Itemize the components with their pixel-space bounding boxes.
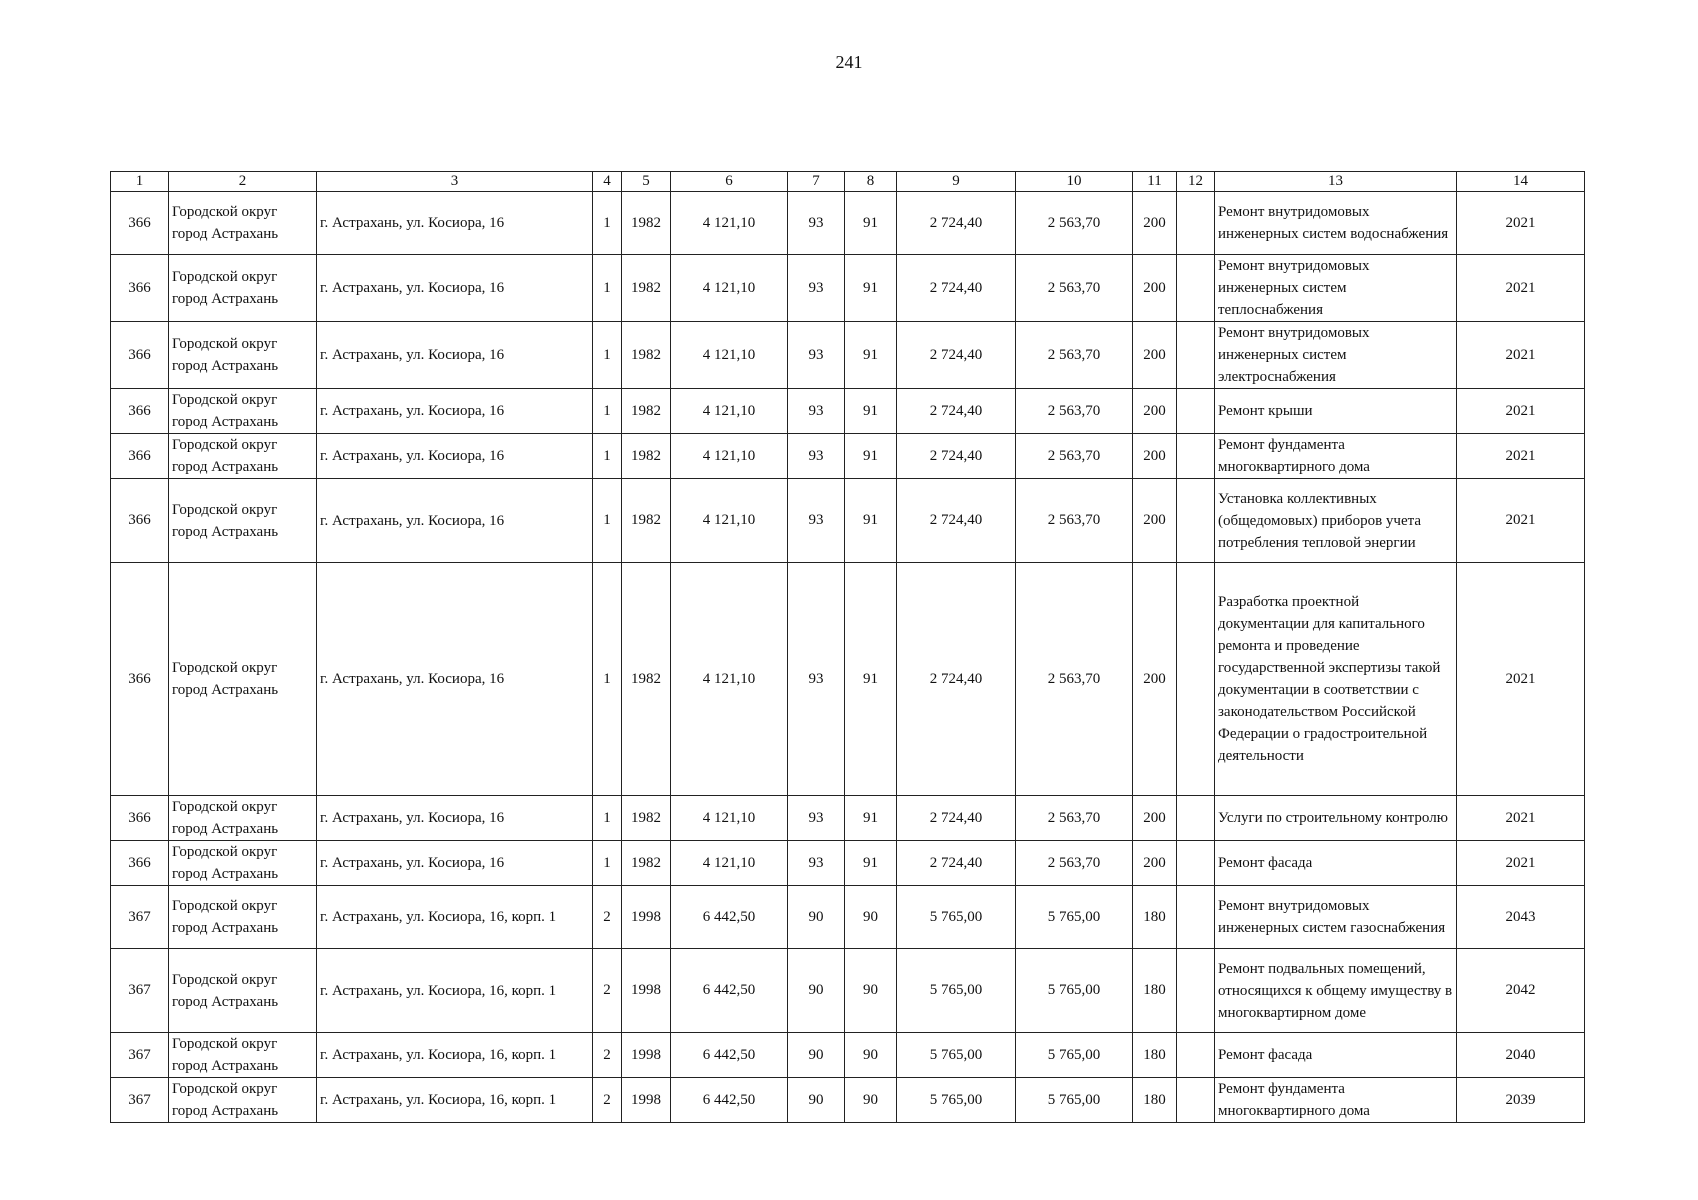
column-7-cell: 93 bbox=[788, 255, 845, 322]
column-4-cell: 1 bbox=[593, 796, 622, 841]
planned-year-cell: 2040 bbox=[1457, 1033, 1585, 1078]
build-year-cell: 1982 bbox=[622, 796, 671, 841]
build-year-cell: 1982 bbox=[622, 255, 671, 322]
column-7-cell: 93 bbox=[788, 322, 845, 389]
column-6-cell: 4 121,10 bbox=[671, 563, 788, 796]
address-cell: г. Астрахань, ул. Косиора, 16 bbox=[317, 389, 593, 434]
column-10-cell: 2 563,70 bbox=[1016, 322, 1133, 389]
row-number: 366 bbox=[111, 322, 169, 389]
column-4-cell: 1 bbox=[593, 322, 622, 389]
column-8-cell: 91 bbox=[845, 563, 897, 796]
municipality-cell: Городской округ город Астрахань bbox=[169, 192, 317, 255]
planned-year-cell: 2021 bbox=[1457, 389, 1585, 434]
work-type-cell: Ремонт фасада bbox=[1215, 1033, 1457, 1078]
row-number: 366 bbox=[111, 479, 169, 563]
column-9-cell: 2 724,40 bbox=[897, 322, 1016, 389]
column-11-cell: 200 bbox=[1133, 563, 1177, 796]
municipality-cell: Городской округ город Астрахань bbox=[169, 479, 317, 563]
column-11-cell: 200 bbox=[1133, 389, 1177, 434]
municipality-cell: Городской округ город Астрахань bbox=[169, 841, 317, 886]
column-12-cell bbox=[1177, 192, 1215, 255]
register-body bbox=[111, 192, 1585, 1123]
column-4-cell: 2 bbox=[593, 1078, 622, 1123]
municipality-cell: Городской округ город Астрахань bbox=[169, 322, 317, 389]
address-cell: г. Астрахань, ул. Косиора, 16, корп. 1 bbox=[317, 949, 593, 1033]
work-type-cell: Услуги по строительному контролю bbox=[1215, 796, 1457, 841]
build-year-cell: 1982 bbox=[622, 192, 671, 255]
column-6-cell: 4 121,10 bbox=[671, 434, 788, 479]
column-4-cell: 1 bbox=[593, 434, 622, 479]
column-8-cell: 91 bbox=[845, 479, 897, 563]
municipality-cell: Городской округ город Астрахань bbox=[169, 434, 317, 479]
column-11-cell: 200 bbox=[1133, 479, 1177, 563]
column-11-cell: 200 bbox=[1133, 255, 1177, 322]
table-row bbox=[111, 192, 1585, 255]
table-row bbox=[111, 1078, 1585, 1123]
column-4-cell: 1 bbox=[593, 841, 622, 886]
column-12-cell bbox=[1177, 322, 1215, 389]
column-4-cell: 1 bbox=[593, 192, 622, 255]
column-header: 2 bbox=[169, 172, 317, 192]
column-header: 4 bbox=[593, 172, 622, 192]
planned-year-cell: 2021 bbox=[1457, 434, 1585, 479]
column-10-cell: 5 765,00 bbox=[1016, 886, 1133, 949]
column-4-cell: 2 bbox=[593, 949, 622, 1033]
column-12-cell bbox=[1177, 796, 1215, 841]
column-4-cell: 1 bbox=[593, 389, 622, 434]
planned-year-cell: 2021 bbox=[1457, 255, 1585, 322]
table-row bbox=[111, 322, 1585, 389]
column-6-cell: 6 442,50 bbox=[671, 949, 788, 1033]
table-row bbox=[111, 434, 1585, 479]
column-10-cell: 2 563,70 bbox=[1016, 389, 1133, 434]
column-9-cell: 5 765,00 bbox=[897, 886, 1016, 949]
column-10-cell: 2 563,70 bbox=[1016, 255, 1133, 322]
table-row bbox=[111, 563, 1585, 796]
column-11-cell: 180 bbox=[1133, 886, 1177, 949]
column-6-cell: 6 442,50 bbox=[671, 1078, 788, 1123]
column-8-cell: 90 bbox=[845, 949, 897, 1033]
column-header: 14 bbox=[1457, 172, 1585, 192]
build-year-cell: 1982 bbox=[622, 434, 671, 479]
planned-year-cell: 2021 bbox=[1457, 192, 1585, 255]
address-cell: г. Астрахань, ул. Косиора, 16 bbox=[317, 322, 593, 389]
build-year-cell: 1998 bbox=[622, 1078, 671, 1123]
column-11-cell: 200 bbox=[1133, 192, 1177, 255]
municipality-cell: Городской округ город Астрахань bbox=[169, 796, 317, 841]
column-4-cell: 1 bbox=[593, 255, 622, 322]
column-7-cell: 90 bbox=[788, 949, 845, 1033]
column-11-cell: 180 bbox=[1133, 1033, 1177, 1078]
column-header: 7 bbox=[788, 172, 845, 192]
column-11-cell: 180 bbox=[1133, 1078, 1177, 1123]
build-year-cell: 1982 bbox=[622, 322, 671, 389]
column-header: 5 bbox=[622, 172, 671, 192]
row-number: 366 bbox=[111, 434, 169, 479]
row-number: 366 bbox=[111, 389, 169, 434]
planned-year-cell: 2021 bbox=[1457, 841, 1585, 886]
row-number: 366 bbox=[111, 192, 169, 255]
column-7-cell: 90 bbox=[788, 886, 845, 949]
municipality-cell: Городской округ город Астрахань bbox=[169, 563, 317, 796]
column-header: 1 bbox=[111, 172, 169, 192]
column-4-cell: 2 bbox=[593, 1033, 622, 1078]
row-number: 367 bbox=[111, 949, 169, 1033]
build-year-cell: 1998 bbox=[622, 886, 671, 949]
column-4-cell: 2 bbox=[593, 886, 622, 949]
column-6-cell: 4 121,10 bbox=[671, 841, 788, 886]
work-type-cell: Ремонт фасада bbox=[1215, 841, 1457, 886]
column-7-cell: 93 bbox=[788, 796, 845, 841]
column-8-cell: 91 bbox=[845, 255, 897, 322]
column-header: 12 bbox=[1177, 172, 1215, 192]
column-4-cell: 1 bbox=[593, 479, 622, 563]
municipality-cell: Городской округ город Астрахань bbox=[169, 389, 317, 434]
column-8-cell: 91 bbox=[845, 796, 897, 841]
table-row bbox=[111, 255, 1585, 322]
column-11-cell: 200 bbox=[1133, 322, 1177, 389]
work-type-cell: Ремонт подвальных помещений, относящихся к общему имуществу в многоквартирном доме bbox=[1215, 949, 1457, 1033]
build-year-cell: 1982 bbox=[622, 841, 671, 886]
repair-register-table bbox=[110, 171, 1585, 1123]
column-12-cell bbox=[1177, 255, 1215, 322]
column-10-cell: 2 563,70 bbox=[1016, 192, 1133, 255]
table-row bbox=[111, 886, 1585, 949]
address-cell: г. Астрахань, ул. Косиора, 16 bbox=[317, 255, 593, 322]
column-8-cell: 90 bbox=[845, 1078, 897, 1123]
column-6-cell: 4 121,10 bbox=[671, 255, 788, 322]
column-header: 3 bbox=[317, 172, 593, 192]
municipality-cell: Городской округ город Астрахань bbox=[169, 1078, 317, 1123]
column-12-cell bbox=[1177, 841, 1215, 886]
column-9-cell: 2 724,40 bbox=[897, 192, 1016, 255]
column-9-cell: 2 724,40 bbox=[897, 434, 1016, 479]
planned-year-cell: 2043 bbox=[1457, 886, 1585, 949]
column-7-cell: 93 bbox=[788, 479, 845, 563]
column-12-cell bbox=[1177, 389, 1215, 434]
column-4-cell: 1 bbox=[593, 563, 622, 796]
table-row bbox=[111, 389, 1585, 434]
build-year-cell: 1982 bbox=[622, 389, 671, 434]
work-type-cell: Ремонт крыши bbox=[1215, 389, 1457, 434]
column-7-cell: 93 bbox=[788, 389, 845, 434]
municipality-cell: Городской округ город Астрахань bbox=[169, 886, 317, 949]
column-12-cell bbox=[1177, 563, 1215, 796]
column-8-cell: 91 bbox=[845, 192, 897, 255]
column-7-cell: 93 bbox=[788, 192, 845, 255]
column-9-cell: 5 765,00 bbox=[897, 1033, 1016, 1078]
column-12-cell bbox=[1177, 434, 1215, 479]
table-row bbox=[111, 479, 1585, 563]
column-10-cell: 2 563,70 bbox=[1016, 563, 1133, 796]
column-12-cell bbox=[1177, 1033, 1215, 1078]
address-cell: г. Астрахань, ул. Косиора, 16 bbox=[317, 479, 593, 563]
column-10-cell: 2 563,70 bbox=[1016, 434, 1133, 479]
row-number: 366 bbox=[111, 796, 169, 841]
column-8-cell: 91 bbox=[845, 434, 897, 479]
address-cell: г. Астрахань, ул. Косиора, 16 bbox=[317, 434, 593, 479]
address-cell: г. Астрахань, ул. Косиора, 16 bbox=[317, 192, 593, 255]
column-6-cell: 4 121,10 bbox=[671, 322, 788, 389]
build-year-cell: 1998 bbox=[622, 1033, 671, 1078]
planned-year-cell: 2021 bbox=[1457, 796, 1585, 841]
column-9-cell: 2 724,40 bbox=[897, 796, 1016, 841]
column-9-cell: 2 724,40 bbox=[897, 479, 1016, 563]
column-6-cell: 4 121,10 bbox=[671, 479, 788, 563]
column-9-cell: 5 765,00 bbox=[897, 949, 1016, 1033]
column-11-cell: 180 bbox=[1133, 949, 1177, 1033]
address-cell: г. Астрахань, ул. Косиора, 16 bbox=[317, 563, 593, 796]
column-header: 6 bbox=[671, 172, 788, 192]
column-6-cell: 4 121,10 bbox=[671, 796, 788, 841]
planned-year-cell: 2039 bbox=[1457, 1078, 1585, 1123]
work-type-cell: Ремонт фундамента многоквартирного дома bbox=[1215, 434, 1457, 479]
column-9-cell: 2 724,40 bbox=[897, 841, 1016, 886]
column-12-cell bbox=[1177, 886, 1215, 949]
column-8-cell: 91 bbox=[845, 841, 897, 886]
page-number: 241 bbox=[835, 52, 863, 72]
column-10-cell: 5 765,00 bbox=[1016, 1033, 1133, 1078]
work-type-cell: Ремонт внутридомовых инженерных систем газоснабжения bbox=[1215, 886, 1457, 949]
table-row bbox=[111, 949, 1585, 1033]
column-12-cell bbox=[1177, 949, 1215, 1033]
build-year-cell: 1982 bbox=[622, 479, 671, 563]
work-type-cell: Ремонт внутридомовых инженерных систем водоснабжения bbox=[1215, 192, 1457, 255]
column-8-cell: 90 bbox=[845, 886, 897, 949]
build-year-cell: 1982 bbox=[622, 563, 671, 796]
municipality-cell: Городской округ город Астрахань bbox=[169, 949, 317, 1033]
work-type-cell: Ремонт фундамента многоквартирного дома bbox=[1215, 1078, 1457, 1123]
column-7-cell: 90 bbox=[788, 1078, 845, 1123]
row-number: 366 bbox=[111, 841, 169, 886]
column-9-cell: 2 724,40 bbox=[897, 563, 1016, 796]
row-number: 366 bbox=[111, 563, 169, 796]
row-number: 366 bbox=[111, 255, 169, 322]
column-7-cell: 93 bbox=[788, 841, 845, 886]
work-type-cell: Установка коллективных (общедомовых) приборов учета потребления тепловой энергии bbox=[1215, 479, 1457, 563]
row-number: 367 bbox=[111, 1078, 169, 1123]
column-10-cell: 2 563,70 bbox=[1016, 796, 1133, 841]
column-7-cell: 93 bbox=[788, 563, 845, 796]
municipality-cell: Городской округ город Астрахань bbox=[169, 255, 317, 322]
address-cell: г. Астрахань, ул. Косиора, 16 bbox=[317, 796, 593, 841]
column-header: 9 bbox=[897, 172, 1016, 192]
row-number: 367 bbox=[111, 886, 169, 949]
column-12-cell bbox=[1177, 479, 1215, 563]
column-11-cell: 200 bbox=[1133, 796, 1177, 841]
column-header: 11 bbox=[1133, 172, 1177, 192]
build-year-cell: 1998 bbox=[622, 949, 671, 1033]
row-number: 367 bbox=[111, 1033, 169, 1078]
column-12-cell bbox=[1177, 1078, 1215, 1123]
column-9-cell: 2 724,40 bbox=[897, 255, 1016, 322]
work-type-cell: Ремонт внутридомовых инженерных систем теплоснабжения bbox=[1215, 255, 1457, 322]
column-10-cell: 2 563,70 bbox=[1016, 841, 1133, 886]
column-10-cell: 5 765,00 bbox=[1016, 1078, 1133, 1123]
column-6-cell: 4 121,10 bbox=[671, 389, 788, 434]
column-7-cell: 90 bbox=[788, 1033, 845, 1078]
column-header: 10 bbox=[1016, 172, 1133, 192]
address-cell: г. Астрахань, ул. Косиора, 16, корп. 1 bbox=[317, 886, 593, 949]
column-6-cell: 6 442,50 bbox=[671, 886, 788, 949]
column-header: 13 bbox=[1215, 172, 1457, 192]
column-8-cell: 91 bbox=[845, 322, 897, 389]
column-header: 8 bbox=[845, 172, 897, 192]
table-row bbox=[111, 796, 1585, 841]
column-10-cell: 5 765,00 bbox=[1016, 949, 1133, 1033]
planned-year-cell: 2021 bbox=[1457, 563, 1585, 796]
column-number-row bbox=[111, 172, 1585, 192]
column-10-cell: 2 563,70 bbox=[1016, 479, 1133, 563]
column-11-cell: 200 bbox=[1133, 841, 1177, 886]
address-cell: г. Астрахань, ул. Косиора, 16, корп. 1 bbox=[317, 1033, 593, 1078]
column-8-cell: 90 bbox=[845, 1033, 897, 1078]
work-type-cell: Разработка проектной документации для капитального ремонта и проведение государственной экспертизы такой документации в соответствии с законодательством Российской Федерации о градостроительной деятельности bbox=[1215, 563, 1457, 796]
column-9-cell: 2 724,40 bbox=[897, 389, 1016, 434]
column-6-cell: 4 121,10 bbox=[671, 192, 788, 255]
column-8-cell: 91 bbox=[845, 389, 897, 434]
planned-year-cell: 2042 bbox=[1457, 949, 1585, 1033]
address-cell: г. Астрахань, ул. Косиора, 16 bbox=[317, 841, 593, 886]
column-7-cell: 93 bbox=[788, 434, 845, 479]
table-row bbox=[111, 1033, 1585, 1078]
planned-year-cell: 2021 bbox=[1457, 479, 1585, 563]
address-cell: г. Астрахань, ул. Косиора, 16, корп. 1 bbox=[317, 1078, 593, 1123]
work-type-cell: Ремонт внутридомовых инженерных систем электроснабжения bbox=[1215, 322, 1457, 389]
planned-year-cell: 2021 bbox=[1457, 322, 1585, 389]
column-9-cell: 5 765,00 bbox=[897, 1078, 1016, 1123]
table-row bbox=[111, 841, 1585, 886]
column-6-cell: 6 442,50 bbox=[671, 1033, 788, 1078]
municipality-cell: Городской округ город Астрахань bbox=[169, 1033, 317, 1078]
column-11-cell: 200 bbox=[1133, 434, 1177, 479]
